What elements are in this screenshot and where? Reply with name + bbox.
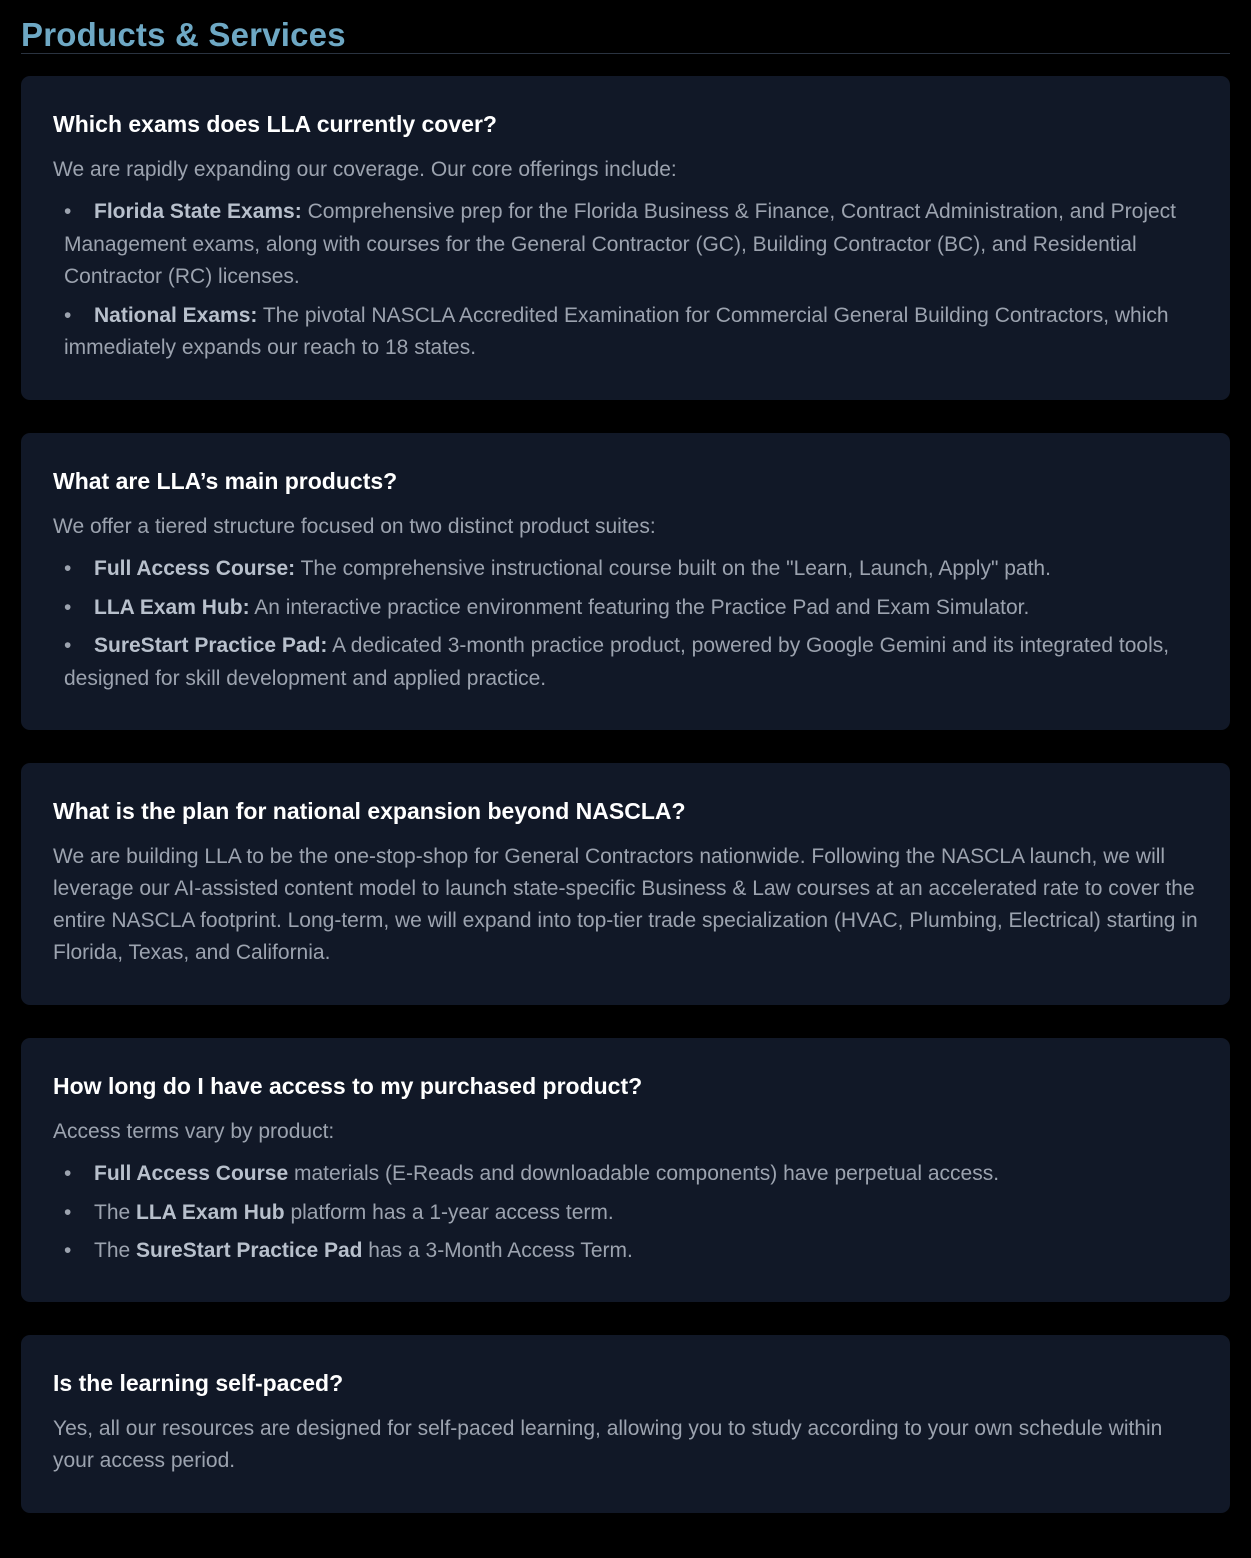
list-item <box>64 1158 1198 1191</box>
list-item <box>64 300 1198 365</box>
faq-question: What is the plan for national expansion beyond NASCLA? <box>53 798 686 824</box>
faq-answer: Access terms vary by product: <box>53 1120 335 1143</box>
list-item <box>64 592 1198 625</box>
item-label: Full Access Course <box>94 1162 289 1185</box>
item-label: LLA Exam Hub: <box>94 595 250 619</box>
faq-card <box>21 763 1230 1005</box>
list-item <box>64 630 1198 695</box>
item-text: The pivotal NASCLA Accredited Examination for Commercial General Building Contractors, which immediately expands our reach to 18 states. <box>64 303 1169 359</box>
faq-card <box>21 1038 1230 1302</box>
bullet-icon: • <box>64 557 72 580</box>
section-title: Products & Services <box>21 16 346 53</box>
item-text: platform has a 1-year access term. <box>284 1200 614 1224</box>
faq-list <box>53 553 1198 695</box>
item-text: A dedicated 3-month practice product, powered by Google Gemini and its integrated tools, designed for skill development and applied practice. <box>64 634 1170 690</box>
item-label: Full Access Course: <box>94 557 296 580</box>
item-text: Comprehensive prep for the Florida Business & Finance, Contract Administration, and Project Management exams, along with courses for the General Contractor (GC), Building Contractor (BC), and Residential Contractor (RC) licenses. <box>64 200 1176 288</box>
list-item <box>64 1235 1198 1268</box>
list-item <box>64 196 1198 294</box>
faq-answer: We offer a tiered structure focused on two distinct product suites: <box>53 515 656 538</box>
item-text: An interactive practice environment featuring the Practice Pad and Exam Simulator. <box>249 595 1030 619</box>
bullet-icon: • <box>64 634 72 657</box>
faq-answer: We are rapidly expanding our coverage. Our core offerings include: <box>53 158 677 181</box>
faq-question: Is the learning self-paced? <box>53 1370 344 1396</box>
bullet-icon: • <box>64 1239 72 1262</box>
item-text: materials (E-Reads and downloadable components) have perpetual access. <box>288 1162 1000 1185</box>
item-label: Florida State Exams: <box>94 200 302 223</box>
item-label: LLA Exam Hub <box>136 1200 285 1224</box>
faq-list <box>53 196 1198 365</box>
item-label: National Exams: <box>94 303 258 327</box>
item-text: has a 3-Month Access Term. <box>362 1239 633 1262</box>
item-prefix: The <box>94 1200 137 1224</box>
faq-list <box>53 1158 1198 1268</box>
item-prefix: The <box>94 1239 137 1262</box>
bullet-icon: • <box>64 1162 72 1185</box>
bullet-icon: • <box>64 595 72 619</box>
faq-question: What are LLA’s main products? <box>53 468 398 494</box>
faq-question: Which exams does LLA currently cover? <box>53 111 497 137</box>
bullet-icon: • <box>64 303 72 327</box>
faq-card <box>21 433 1230 730</box>
faq-answer: We are building LLA to be the one-stop-shop for General Contractors nationwide. Following the NASCLA launch, we will leverage our AI-assisted content model to launch state-specific Business & Law courses at an accelerated rate to cover the entire NASCLA footprint. Long-term, we will expand into top-tier trade specialization (HVAC, Plumbing, Electrical) starting in Florida, Texas, and California. <box>53 845 1198 964</box>
faq-answer: Yes, all our resources are designed for self-paced learning, allowing you to study according to your own schedule within your access period. <box>53 1417 1163 1472</box>
faq-question: How long do I have access to my purchased product? <box>53 1073 643 1099</box>
list-item <box>64 553 1198 586</box>
bullet-icon: • <box>64 200 72 223</box>
item-label: SureStart Practice Pad <box>136 1239 363 1262</box>
bullet-icon: • <box>64 1200 72 1224</box>
item-text: The comprehensive instructional course built on the "Learn, Launch, Apply" path. <box>295 557 1051 580</box>
faq-card <box>21 76 1230 400</box>
faq-card <box>21 1335 1230 1513</box>
list-item <box>64 1197 1198 1230</box>
item-label: SureStart Practice Pad: <box>94 634 328 657</box>
